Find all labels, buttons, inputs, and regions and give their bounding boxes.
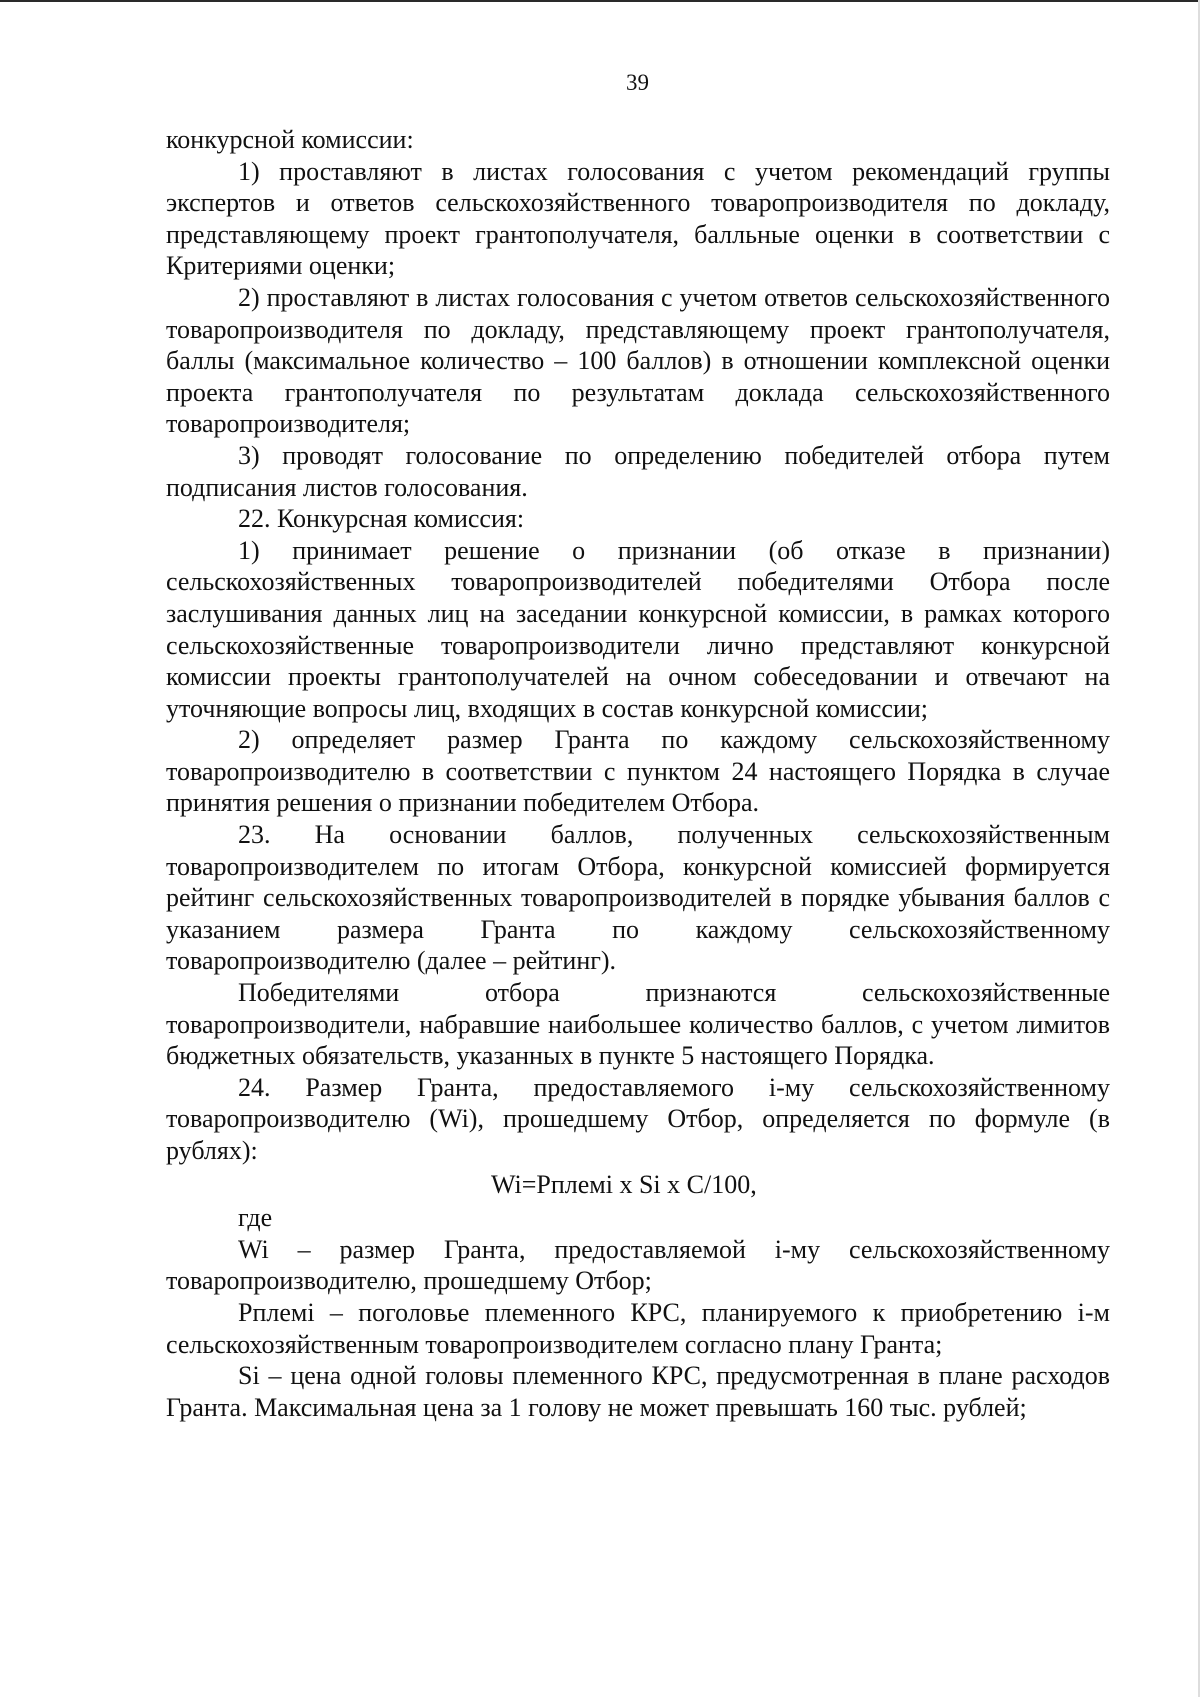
- definition-intro: где: [238, 1203, 273, 1233]
- paragraph-5: 1) принимает решение о признании (об отказе в признании) сельскохозяйственных товаропроизводителей победителями Отбора после заслушивания данных лиц на заседании конкурсной комиссии, в рамках которого сельскохозяйственные товаропроизводители лично представляют конкурсной комиссии проекты грантополучателей на очном собеседовании и отвечают на уточняющие вопросы лиц, входящих в состав конкурсной комиссии;: [166, 535, 1110, 723]
- definition-rplem: Рплемi – поголовье племенного КРС, планируемого к приобретению i-м сельскохозяйственным товаропроизводителем согласно плану Гранта;: [166, 1297, 1110, 1359]
- paragraph-1: 1) проставляют в листах голосования с учетом рекомендаций группы экспертов и ответов сельскохозяйственного товаропроизводителя по докладу, представляющему проект грантополучателя, балльные оценки в соответствии с Критериями оценки;: [166, 156, 1110, 281]
- paragraph-6: 2) определяет размер Гранта по каждому сельскохозяйственному товаропроизводителю в соответствии с пунктом 24 настоящего Порядка в случае принятия решения о признании победителем Отбора.: [166, 725, 1110, 818]
- grant-formula: Wi=Рплемi x Si x C/100,: [491, 1169, 757, 1199]
- paragraph-2: 2) проставляют в листах голосования с учетом ответов сельскохозяйственного товаропроизводителя по докладу, представляющему проект грантополучателя, баллы (максимальное количество – 100 баллов) в отношении комплексной оценки проекта грантополучателя по результатам доклада сельскохозяйственного товаропроизводителя;: [166, 282, 1110, 439]
- paragraph-4: 22. Конкурсная комиссия:: [238, 504, 525, 534]
- definition-si: Si – цена одной головы племенного КРС, предусмотренная в плане расходов Гранта. Максимальная цена за 1 голову не может превышать 160 тыс. рублей;: [166, 1361, 1110, 1422]
- page-number: 39: [626, 70, 649, 95]
- paragraph-9: 24. Размер Гранта, предоставляемого i-му сельскохозяйственному товаропроизводителю (Wi), прошедшему Отбор, определяется по формуле (в рублях):: [166, 1072, 1110, 1165]
- scan-top-edge: [0, 0, 1200, 2]
- paragraph-3: 3) проводят голосование по определению победителей отбора путем подписания листов голосования.: [166, 440, 1110, 502]
- paragraph-8: Победителями отбора признаются сельскохозяйственные товаропроизводители, набравшие наибольшее количество баллов, с учетом лимитов бюджетных обязательств, указанных в пункте 5 настоящего Порядка.: [166, 978, 1110, 1071]
- paragraph-7: 23. На основании баллов, полученных сельскохозяйственным товаропроизводителем по итогам Отбора, конкурсной комиссией формируется рейтинг сельскохозяйственных товаропроизводителей в порядке убывания баллов с указанием размера Гранта по каждому сельскохозяйственному товаропроизводителю (далее – рейтинг).: [166, 820, 1110, 976]
- document-body: [166, 124, 1110, 1423]
- definition-wi: Wi – размер Гранта, предоставляемой i-му сельскохозяйственному товаропроизводителю, прошедшему Отбор;: [166, 1234, 1110, 1296]
- paragraph-0: конкурсной комиссии:: [166, 125, 414, 154]
